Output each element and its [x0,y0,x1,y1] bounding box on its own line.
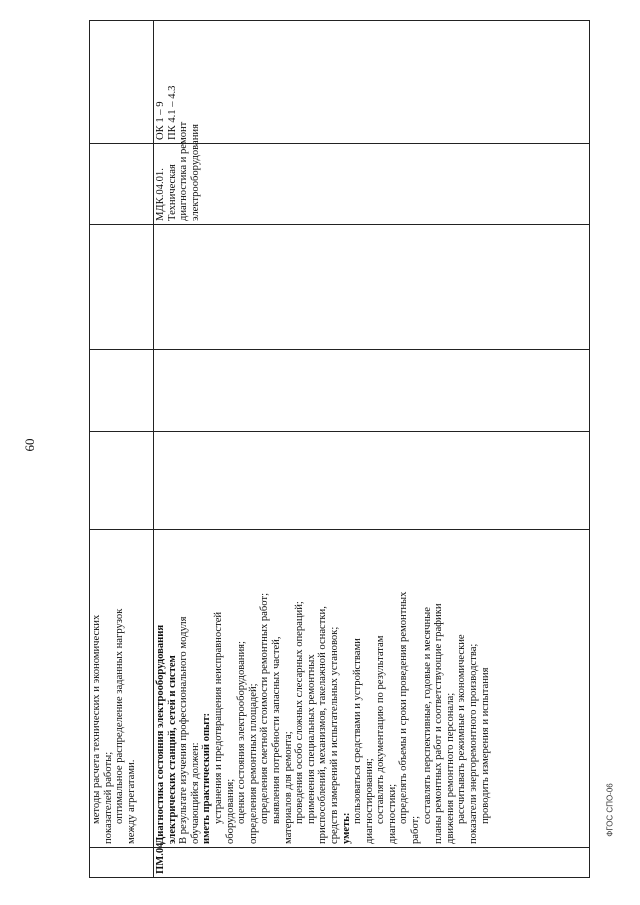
skills-item: диагностики; [386,783,398,844]
skills-item: планы ремонтных работ и соответствующие графики [433,603,445,844]
practice-item: определения сметной стоимости ремонтных работ; [259,592,271,824]
table-row-pm04 [154,21,590,878]
description-line: между агрегатами. [125,759,137,844]
practice-item: применения специальных ремонтных [305,654,317,824]
skills-item: пользоваться средствами и устройствами [352,638,364,824]
empty-cell [90,225,154,350]
skills-item: движения ремонтного персонала; [444,692,456,844]
module-title-line: Диагностика состояния электрооборудования [155,624,166,844]
footer-standard-code: ФГОС СПО-06 [605,783,615,837]
competency-line: ПК 4.1 – 4.3 [166,85,178,140]
empty-cell [90,432,154,530]
description-line: показателей работы; [102,751,114,844]
practice-item: устранения и предотвращения неисправностей [212,611,224,824]
skills-item: рассчитывать режимные и экономические [456,634,468,824]
empty-cell [90,144,154,225]
practice-item: выявления потребности запасных частей, [270,636,282,824]
module-code-cell [90,848,154,878]
empty-cell [154,350,590,432]
practice-label: иметь практический опыт: [201,712,213,844]
empty-cell [90,21,154,144]
rotated-table-container [89,21,590,878]
module-code-cell [154,842,590,878]
mdk-line: электрооборудования [189,124,201,221]
module-title-line: электрических станций, сетей и систем [166,655,178,844]
intro-line: обучающийся должен: [189,742,201,844]
mdk-line: диагностика и ремонт [178,121,190,221]
page-number: 60 [22,438,37,452]
skills-item: составлять документацию по результатам [375,635,387,824]
curriculum-table [89,20,590,878]
description-line: оптимальное распределение заданных нагрузок [114,608,126,824]
practice-item: определения ремонтных площадей; [247,683,259,844]
skills-label: уметь: [340,812,352,844]
empty-cell [154,225,590,350]
practice-item: материалов для ремонта; [282,731,294,844]
competencies-cell [154,21,590,144]
empty-cell [90,350,154,432]
practice-item: приспособлений, механизмов, такелажной оснастки, [317,606,329,844]
mdk-line: МДК.04.01. [155,168,166,221]
module-code: ПМ.04 [155,842,166,874]
table-row-continuation [90,21,154,878]
skills-item: определять объемы и сроки проведения ремонтных [398,591,410,824]
mdk-cell [154,121,590,225]
description-cell [154,530,590,848]
skills-item: диагностирования; [363,758,375,844]
practice-item: оборудования; [224,778,236,844]
skills-item: работ; [410,815,422,844]
mdk-line: Техническая [166,164,178,221]
empty-cell [154,432,590,530]
description-line: методы расчета технических и экономических [91,614,102,824]
competency-line: ОК 1 – 9 [155,101,166,140]
practice-item: проведения особо сложных слесарных операций; [294,601,306,824]
practice-item: средств измерений и испытательных установок; [328,626,340,844]
skills-item: показатели энергоремонтного производства; [468,643,480,844]
skills-item: проводить измерения и испытания [479,667,491,824]
intro-line: В результате изучения профессионального модуля [178,616,190,844]
skills-item: составлять перспективные, годовые и месячные [421,606,433,824]
description-cell [90,530,154,848]
practice-item: оценки состояния электрооборудования; [236,641,248,824]
